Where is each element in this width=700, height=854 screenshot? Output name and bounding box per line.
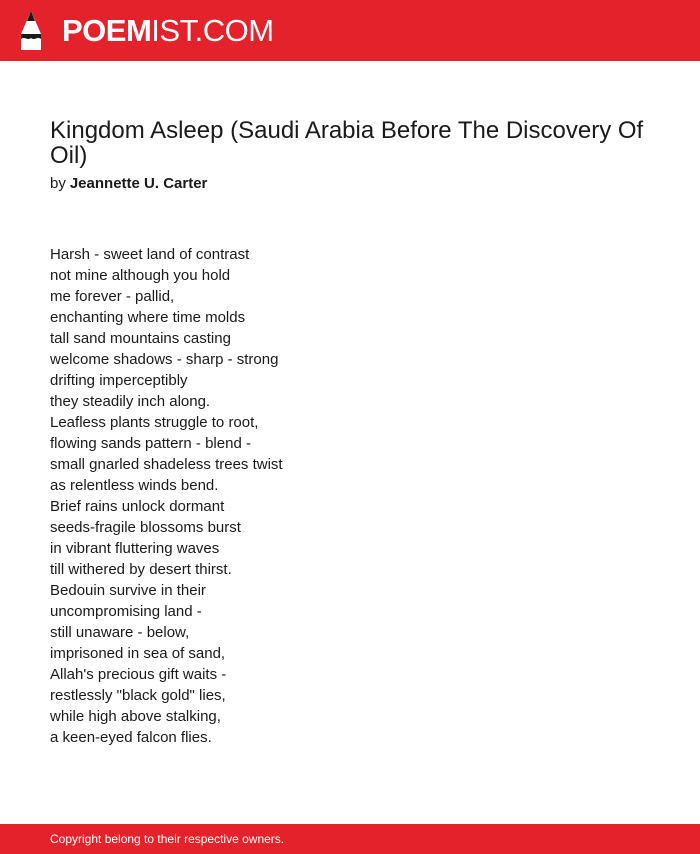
- poem-line: me forever - pallid,: [50, 288, 175, 305]
- poem-line: they steadily inch along.: [50, 393, 211, 410]
- pencil-tip-icon: [18, 10, 44, 52]
- copyright-text: Copyright belong to their respective owners.: [50, 832, 285, 846]
- poem-line: uncompromising land -: [50, 603, 202, 620]
- byline: [50, 174, 207, 194]
- poem-body: [50, 244, 650, 748]
- poem-line: enchanting where time molds: [50, 309, 246, 326]
- logo-brand-light: IST.COM: [151, 13, 274, 48]
- poem-line: Brief rains unlock dormant: [50, 498, 225, 515]
- poem-line: till withered by desert thirst.: [50, 561, 232, 578]
- poem-line: Leafless plants struggle to root,: [50, 414, 259, 431]
- poem-line: welcome shadows - sharp - strong: [50, 351, 279, 368]
- poem-line: as relentless winds bend.: [50, 477, 219, 494]
- poem-line: restlessly "black gold" lies,: [50, 687, 226, 704]
- site-header: [0, 0, 700, 61]
- poem-line: in vibrant fluttering waves: [50, 540, 220, 557]
- poem-line: still unaware - below,: [50, 624, 190, 641]
- poem-line: seeds-fragile blossoms burst: [50, 519, 241, 536]
- poem-line: not mine although you hold: [50, 267, 231, 284]
- poem-line: small gnarled shadeless trees twist: [50, 456, 283, 473]
- site-footer: [0, 824, 700, 854]
- author-name[interactable]: Jeannette U. Carter: [69, 175, 208, 192]
- poem-line: a keen-eyed falcon flies.: [50, 729, 212, 746]
- poem-line: Allah's precious gift waits -: [50, 666, 227, 683]
- logo-brand-bold: POEM: [62, 13, 152, 48]
- poem-line: while high above stalking,: [50, 708, 221, 725]
- poem-line: tall sand mountains casting: [50, 330, 231, 347]
- poem-line: imprisoned in sea of sand,: [50, 645, 226, 662]
- poem-line: flowing sands pattern - blend -: [50, 435, 251, 452]
- by-label: by: [50, 175, 66, 192]
- poem-line: drifting imperceptibly: [50, 372, 188, 389]
- site-logo[interactable]: [62, 13, 274, 49]
- poem-title: Kingdom Asleep (Saudi Arabia Before The Discovery Of Oil): [50, 117, 644, 169]
- poem-line: Bedouin survive in their: [50, 582, 206, 599]
- poem-line: Harsh - sweet land of contrast: [50, 246, 250, 263]
